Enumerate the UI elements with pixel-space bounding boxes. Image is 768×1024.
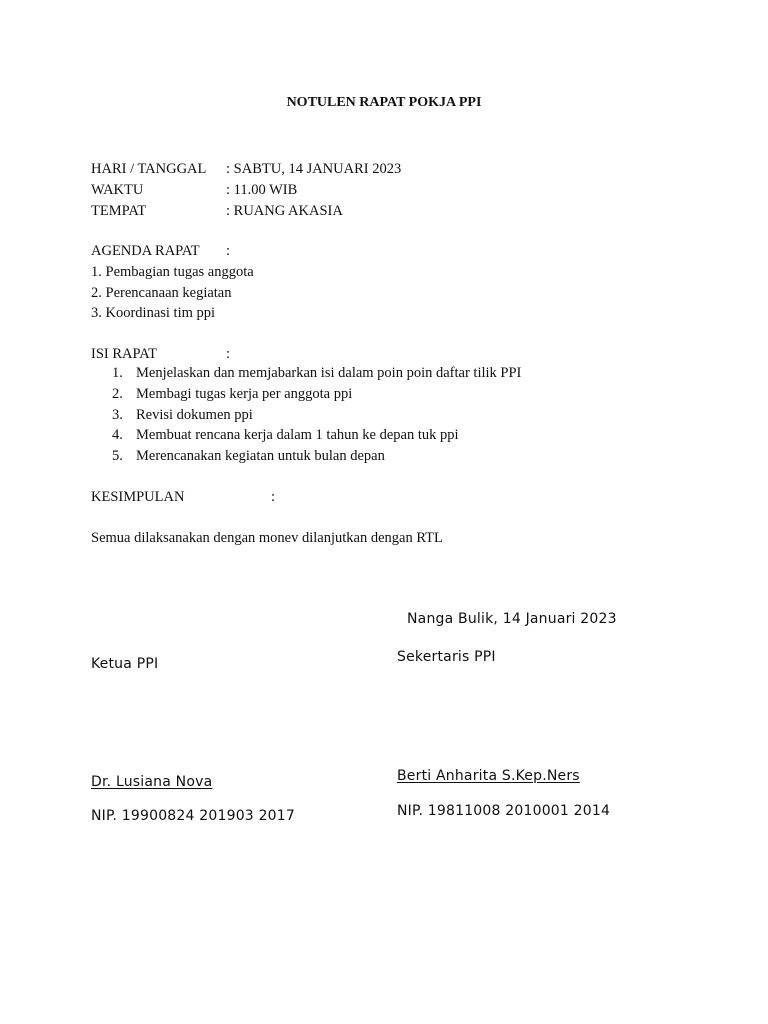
kesimpulan-label: KESIMPULAN [91,489,185,505]
agenda-item: 1. Pembagian tugas anggota [91,264,254,280]
list-item-number: 2. [112,385,123,402]
hari-value: : SABTU, 14 JANUARI 2023 [226,161,402,177]
left-nip: NIP. 19900824 201903 2017 [91,808,295,824]
list-item-text: Membagi tugas kerja per anggota ppi [136,385,353,402]
list-item-number: 3. [112,406,123,423]
agenda-item: 3. Koordinasi tim ppi [91,305,216,321]
list-item-number: 5. [112,448,123,465]
place-date: Nanga Bulik, 14 Januari 2023 [407,611,617,627]
list-item-number: 4. [112,427,123,444]
tempat-value: : RUANG AKASIA [226,203,343,219]
agenda-colon: : [226,243,231,259]
list-item-text: Menjelaskan dan memjabarkan isi dalam poin poin daftar tilik PPI [136,365,522,381]
list-item-text: Merencanakan kegiatan untuk bulan depan [136,448,385,465]
isi-colon: : [226,346,231,362]
isi-label: ISI RAPAT [91,346,157,362]
left-signatory-name: Dr. Lusiana Nova [91,774,213,790]
agenda-item: 2. Perencanaan kegiatan [91,285,232,301]
right-role: Sekertaris PPI [397,649,496,665]
hari-label: HARI / TANGGAL [91,161,207,177]
tempat-label: TEMPAT [91,203,147,219]
waktu-label: WAKTU [91,182,144,198]
right-signatory-name: Berti Anharita S.Kep.Ners [397,768,580,784]
kesimpulan-colon: : [271,489,276,505]
kesimpulan-text: Semua dilaksanakan dengan monev dilanjutkan dengan RTL [91,530,443,546]
list-item-number: 1. [112,365,123,381]
agenda-label: AGENDA RAPAT [91,243,200,259]
left-role: Ketua PPI [91,656,159,672]
document-title: NOTULEN RAPAT POKJA PPI [286,95,482,110]
waktu-value: : 11.00 WIB [226,182,298,198]
list-item-text: Revisi dokumen ppi [136,406,253,423]
right-nip: NIP. 19811008 2010001 2014 [397,803,611,819]
list-item-text: Membuat rencana kerja dalam 1 tahun ke depan tuk ppi [136,427,459,444]
